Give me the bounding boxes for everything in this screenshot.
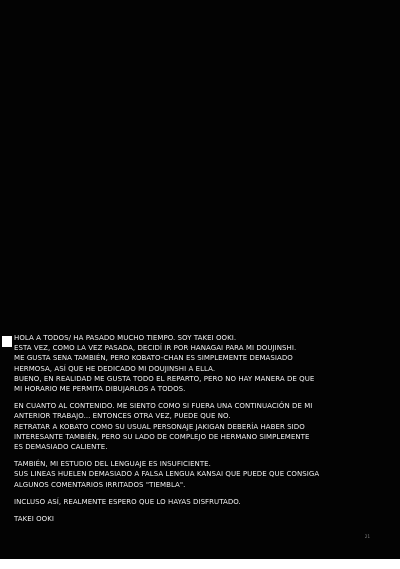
text-line: ESTA VEZ, COMO LA VEZ PASADA, DECIDÍ IR POR HANAGAI PARA MI DOUJINSHI. [14, 344, 297, 353]
square-bullet-icon [2, 336, 12, 347]
paragraph-content [14, 401, 386, 452]
text-line: INCLUSO ASÍ, REALMENTE ESPERO QUE LO HAYAS DISFRUTADO. [14, 497, 241, 506]
page-number: 21 [364, 534, 370, 539]
text-line: TAMBIÉN, MI ESTUDIO DEL LENGUAJE ES INSUFICIENTE. [14, 460, 211, 469]
text-line: SUS LINEAS HUELEN DEMASIADO A FALSA LENGUA KANSAI QUE PUEDE QUE CONSIGA [14, 470, 320, 479]
text-line: ES DEMASIADO CALIENTE. [14, 443, 108, 452]
text-line: RETRATAR A KOBATO COMO SU USUAL PERSONAJE JAKIGAN DEBERÍA HABER SIDO [14, 422, 305, 431]
author-name: TAKEI OOKI [14, 515, 54, 524]
paragraph-language [14, 459, 386, 490]
afterword-text [14, 333, 386, 524]
text-line: HOLA A TODOS/ HA PASADO MUCHO TIEMPO. SOY TAKEI OOKI. [14, 334, 237, 342]
text-line: ALGUNOS COMENTARIOS IRRITADOS "TIEMBLA". [14, 480, 186, 489]
paragraph-greeting [14, 333, 386, 394]
text-line: HERMOSA, ASÍ QUE HE DEDICADO MI DOUJINSHI A ELLA. [14, 364, 216, 373]
text-line: INTERESANTE TAMBIÉN, PERO SU LADO DE COMPLEJO DE HERMANO SIMPLEMENTE [14, 432, 310, 441]
text-line: EN CUANTO AL CONTENIDO. ME SIENTO COMO SI FUERA UNA CONTINUACIÓN DE MI [14, 402, 313, 411]
text-line: ME GUSTA SENA TAMBIÉN, PERO KOBATO-CHAN ES SIMPLEMENTE DEMASIADO [14, 354, 293, 363]
text-line: ANTERIOR TRABAJO... ENTONCES OTRA VEZ, PUEDE QUE NO. [14, 412, 231, 421]
text-line: MI HORARIO ME PERMITA DIBUJARLOS A TODOS. [14, 385, 186, 394]
text-line: BUENO, EN REALIDAD ME GUSTA TODO EL REPARTO, PERO NO HAY MANERA DE QUE [14, 374, 315, 383]
signature [14, 514, 386, 524]
paragraph-closing [14, 497, 386, 507]
